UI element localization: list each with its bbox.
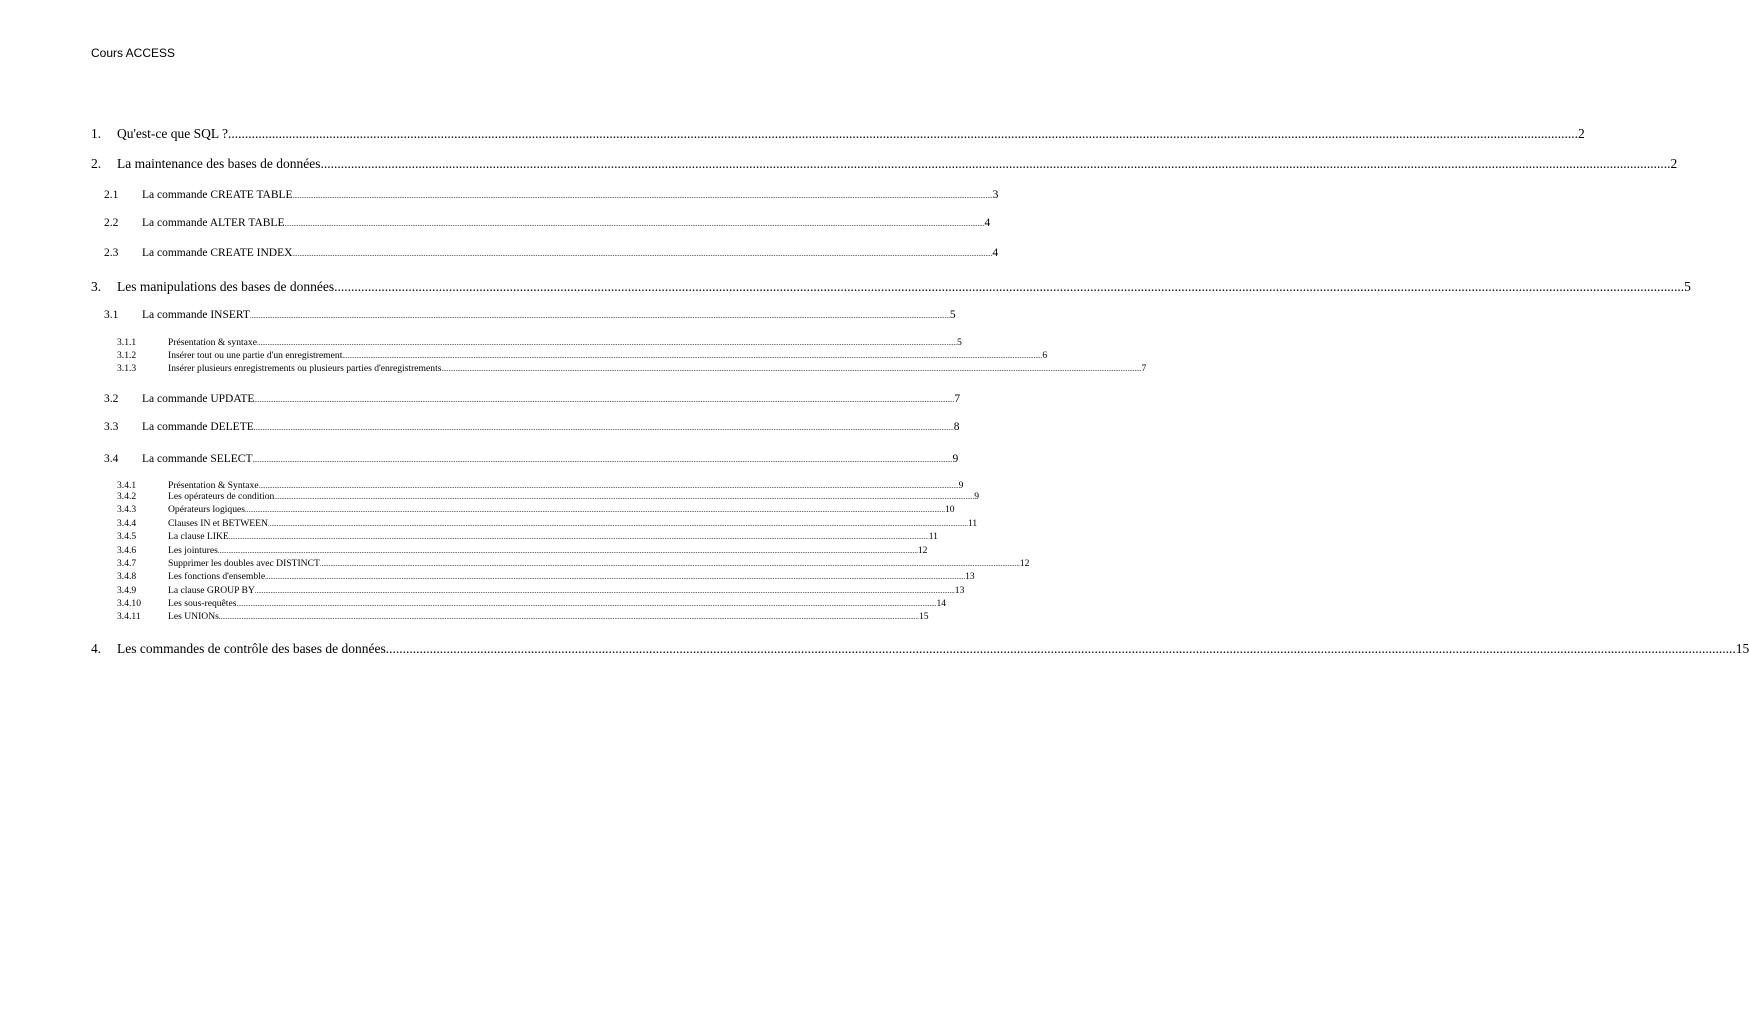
toc-leader-dots: ................................................................................................................................................................................................................................................................................................................................................................................................................ <box>292 250 993 258</box>
toc-leader-dots: ................................................................................................................................................................................................................................................................................................................................................................................................................ <box>342 352 1043 360</box>
toc-leader-dots: ................................................................................................................................................................................................................................................................................................................................................................................................................ <box>441 365 1142 373</box>
toc-entry-page: 15 <box>1735 641 1749 656</box>
toc-entry-title: La commande UPDATE <box>142 393 255 405</box>
toc-entry-page: 11 <box>967 518 978 529</box>
toc-leader-dots: ................................................................................................................................................................................................................................................................................................................................................................................................................ <box>249 312 950 320</box>
toc-entry-body <box>142 217 991 229</box>
toc-entry-title: Présentation & Syntaxe <box>168 480 259 491</box>
toc-entry-body <box>142 189 999 201</box>
toc-entry-body <box>142 309 956 321</box>
toc-entry-title: La clause GROUP BY <box>168 585 255 596</box>
toc-leader-dots: ................................................................................................................................................................................................................................................................................................................................................................................................................ <box>254 587 955 595</box>
toc-entry-title: Les sous-requêtes <box>168 598 237 609</box>
toc-entry-body <box>168 350 1048 361</box>
toc-entry-page: 5 <box>957 337 962 348</box>
toc-entry-page: 4 <box>984 217 991 229</box>
toc-entry-title: La commande SELECT <box>142 453 253 465</box>
toc-entry-number: 3.4.8 <box>117 571 137 582</box>
toc-entry-title: La commande ALTER TABLE <box>142 217 285 229</box>
toc-leader-dots: ................................................................................................................................................................................................................................................................................................................................................................................................................ <box>265 573 966 581</box>
toc-entry-number: 3.4 <box>104 453 119 465</box>
toc-entry-page: 13 <box>965 571 975 582</box>
toc-entry-body <box>117 156 1678 172</box>
toc-leader-dots: ................................................................................................................................................................................................................................................................................................................................................................................................................ <box>284 220 985 228</box>
toc-entry-page: 9 <box>952 453 959 465</box>
toc-leader-dots: ................................................................................................................................................................................................................................................................................................................................................................................................................ <box>252 456 953 464</box>
toc-leader-dots: ................................................................................................................................................................................................................................................................................................................................................................................................................ <box>319 560 1020 568</box>
toc-entry-title: Insérer tout ou une partie d'un enregistrement <box>168 350 343 361</box>
toc-leader-dots: ................................................................................................................................................................................................................................................................................................................................................................................................................ <box>236 600 937 608</box>
toc-entry-page: 6 <box>1042 350 1048 361</box>
toc-leader-dots: ................................................................................................................................................................................................................................................................................................................................................................................................................ <box>385 641 1736 656</box>
toc-entry-number: 3.3 <box>104 421 119 433</box>
toc-entry-body <box>168 611 929 622</box>
toc-entry-body <box>142 453 959 465</box>
toc-leader-dots: ................................................................................................................................................................................................................................................................................................................................................................................................................ <box>254 396 955 404</box>
toc-entry-number: 3.4.7 <box>117 558 137 569</box>
toc-entry-number: 3.4.6 <box>117 545 137 556</box>
page-header: Cours ACCESS <box>91 46 176 60</box>
toc-entry-number: 3.1.1 <box>117 337 137 348</box>
toc-leader-dots: ................................................................................................................................................................................................................................................................................................................................................................................................................ <box>253 424 954 432</box>
toc-entry-page: 9 <box>958 480 964 491</box>
toc-entry-page: 5 <box>949 309 956 321</box>
toc-entry-body <box>168 504 955 515</box>
toc-entry-title: Les opérateurs de condition <box>168 491 275 502</box>
toc-entry-title: Les commandes de contrôle des bases de données <box>117 641 386 656</box>
toc-entry-page: 5 <box>1684 279 1691 294</box>
toc-entry-body <box>168 363 1147 374</box>
toc-entry-number: 3.4.3 <box>117 504 137 515</box>
toc-entry-title: Supprimer les doubles avec DISTINCT <box>168 558 320 569</box>
toc-entry-title: La commande CREATE INDEX <box>142 247 293 259</box>
toc-entry-number: 3.1.3 <box>117 363 137 374</box>
toc-leader-dots: ................................................................................................................................................................................................................................................................................................................................................................................................................ <box>274 493 975 501</box>
toc-entry-title: Présentation & syntaxe <box>168 337 257 348</box>
toc-leader-dots: ................................................................................................................................................................................................................................................................................................................................................................................................................ <box>257 339 957 347</box>
toc-entry-title: Les jointures <box>168 545 218 556</box>
toc-leader-dots: ................................................................................................................................................................................................................................................................................................................................................................................................................ <box>320 156 1671 171</box>
toc-entry-title: Les manipulations des bases de données <box>117 279 335 294</box>
toc-entry-number: 3.4.2 <box>117 491 137 502</box>
toc-entry-body <box>168 571 975 582</box>
toc-entry-number: 2.1 <box>104 189 119 201</box>
toc-entry-page: 4 <box>992 247 999 259</box>
toc-entry-page: 2 <box>1670 156 1678 171</box>
toc-entry-page: 15 <box>918 611 929 622</box>
toc-leader-dots: ................................................................................................................................................................................................................................................................................................................................................................................................................ <box>228 126 1579 141</box>
toc-entry-page: 13 <box>954 585 965 596</box>
toc-entry-page: 11 <box>928 531 938 542</box>
toc-entry-page: 7 <box>1141 363 1147 374</box>
toc-entry-number: 3.4.10 <box>117 598 141 609</box>
toc-entry-page: 10 <box>945 504 955 515</box>
toc-entry-number: 3. <box>91 279 102 294</box>
toc-entry-number: 3.4.4 <box>117 518 137 529</box>
toc-leader-dots: ................................................................................................................................................................................................................................................................................................................................................................................................................ <box>245 506 945 514</box>
toc-entry-page: 3 <box>992 189 999 201</box>
toc-entry-number: 2. <box>91 156 102 171</box>
toc-entry-body <box>142 421 960 433</box>
toc-entry-number: 3.4.1 <box>117 480 137 491</box>
toc-entry-number: 3.4.5 <box>117 531 137 542</box>
toc-entry-page: 12 <box>1019 558 1030 569</box>
toc-entry-title: La clause LIKE <box>168 531 229 542</box>
toc-entry-number: 2.3 <box>104 247 119 259</box>
toc-entry-number: 2.2 <box>104 217 119 229</box>
toc-entry-body <box>168 585 965 596</box>
toc-entry-body <box>168 598 947 609</box>
toc-entry-number: 3.2 <box>104 393 119 405</box>
toc-entry-page: 9 <box>974 491 980 502</box>
toc-entry-title: Les fonctions d'ensemble <box>168 571 266 582</box>
toc-entry-title: Insérer plusieurs enregistrements ou plusieurs parties d'enregistrements <box>168 363 442 374</box>
toc-entry-title: La commande INSERT <box>142 309 250 321</box>
toc-leader-dots: ................................................................................................................................................................................................................................................................................................................................................................................................................ <box>267 520 968 528</box>
toc-entry-number: 4. <box>91 641 102 656</box>
toc-entry-title: Qu'est-ce que SQL ? <box>117 126 229 141</box>
toc-entry-body <box>168 545 928 556</box>
toc-entry-number: 3.1 <box>104 309 119 321</box>
toc-entry-number: 3.4.11 <box>117 611 141 622</box>
toc-entry-number: 3.4.9 <box>117 585 137 596</box>
toc-entry-body <box>168 337 962 348</box>
toc-leader-dots: ................................................................................................................................................................................................................................................................................................................................................................................................................ <box>258 482 959 490</box>
toc-entry-number: 1. <box>91 126 102 141</box>
toc-entry-body <box>142 247 999 259</box>
toc-entry-body <box>117 641 1749 657</box>
toc-entry-body <box>142 393 961 405</box>
toc-entry-page: 7 <box>954 393 961 405</box>
toc-entry-title: La commande CREATE TABLE <box>142 189 293 201</box>
toc-entry-body <box>168 558 1030 569</box>
toc-entry-page: 2 <box>1578 126 1585 141</box>
toc-entry-page: 14 <box>936 598 947 609</box>
toc-entry-title: La maintenance des bases de données <box>117 156 321 171</box>
toc-entry-body <box>168 491 980 502</box>
toc-leader-dots: ................................................................................................................................................................................................................................................................................................................................................................................................................ <box>218 613 919 621</box>
toc-leader-dots: ................................................................................................................................................................................................................................................................................................................................................................................................................ <box>217 547 918 555</box>
toc-entry-page: 12 <box>917 545 928 556</box>
toc-entry-body <box>117 279 1691 295</box>
toc-entry-title: Clauses IN et BETWEEN <box>168 518 268 529</box>
toc-entry-title: Les UNIONs <box>168 611 219 622</box>
toc-leader-dots: ................................................................................................................................................................................................................................................................................................................................................................................................................ <box>334 279 1685 294</box>
toc-entry-page: 8 <box>953 421 960 433</box>
toc-entry-title: Opérateurs logiques <box>168 504 245 515</box>
toc-entry-body <box>168 480 964 491</box>
toc-entry-body <box>117 126 1585 142</box>
toc-leader-dots: ................................................................................................................................................................................................................................................................................................................................................................................................................ <box>228 533 929 541</box>
toc-entry-title: La commande DELETE <box>142 421 254 433</box>
toc-entry-body <box>168 531 938 542</box>
toc-leader-dots: ................................................................................................................................................................................................................................................................................................................................................................................................................ <box>292 192 993 200</box>
toc-entry-number: 3.1.2 <box>117 350 137 361</box>
toc-entry-body <box>168 518 978 529</box>
